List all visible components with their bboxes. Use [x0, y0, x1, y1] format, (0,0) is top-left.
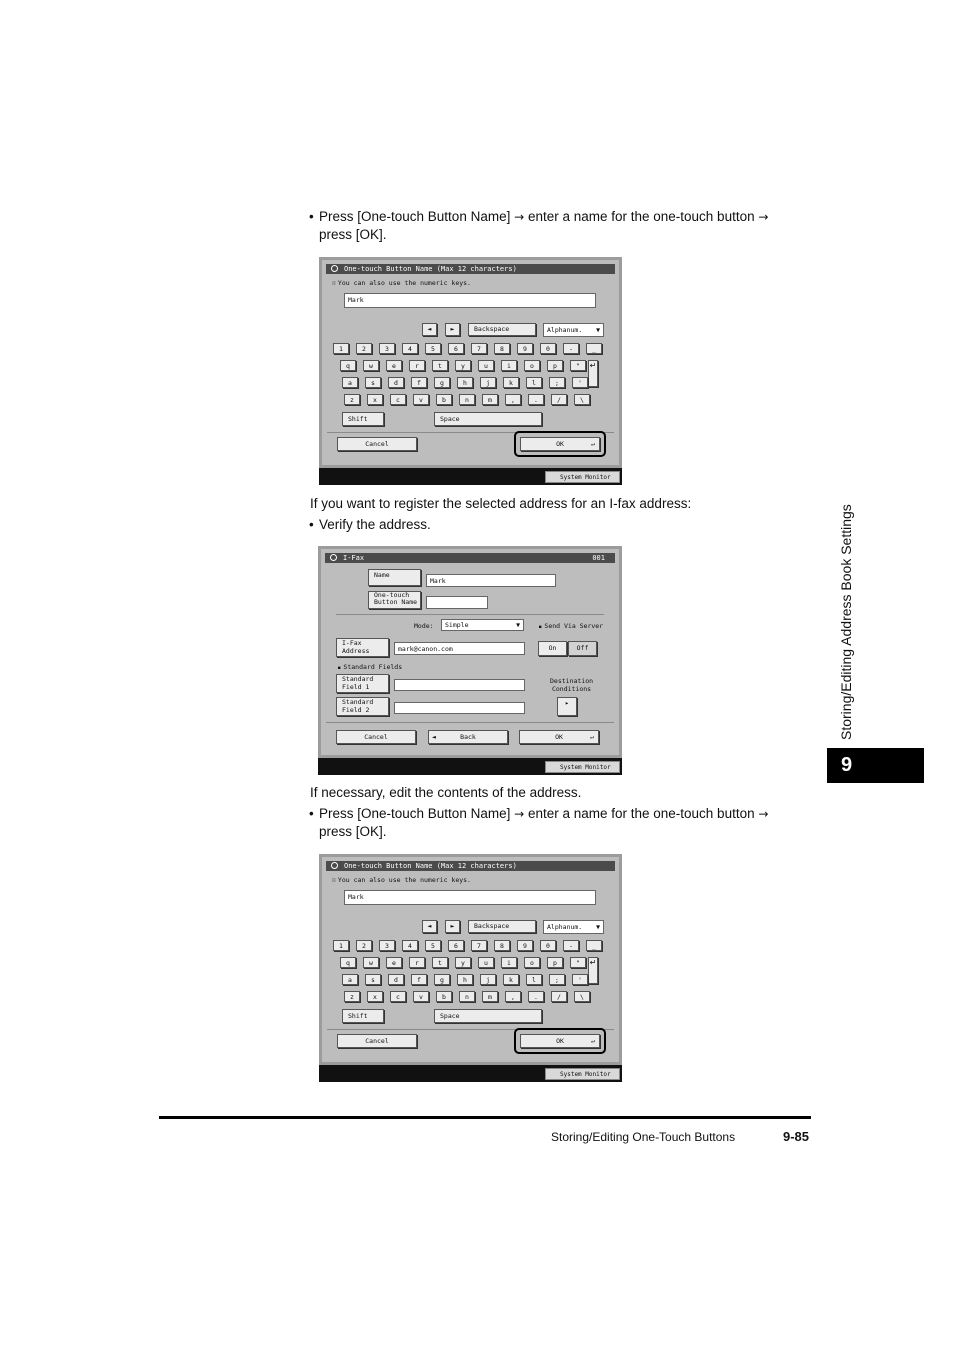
- side-chapter-title-text: Storing/Editing Address Book Settings: [838, 504, 854, 740]
- ifax-number: 001: [592, 554, 605, 562]
- key-2-5[interactable]: h: [457, 974, 473, 985]
- key-0-8[interactable]: 9: [517, 343, 533, 354]
- key-2-10[interactable]: ': [572, 974, 588, 985]
- instruction-2-post: press [OK].: [319, 824, 387, 839]
- key-0-1[interactable]: 2: [356, 940, 372, 951]
- one-touch-label-2: Button Name: [374, 598, 418, 606]
- ifax-panel: [318, 546, 622, 758]
- divider: [326, 722, 614, 723]
- ifax-titlebar: [325, 553, 615, 563]
- key-3-5[interactable]: n: [459, 394, 475, 405]
- key-2-7[interactable]: k: [503, 974, 519, 985]
- chevron-down-icon: ▼: [516, 621, 520, 629]
- instruction-1-pre: Press [One-touch Button Name]: [319, 209, 511, 224]
- key-2-6[interactable]: j: [480, 377, 496, 388]
- key-0-10[interactable]: -: [563, 940, 579, 951]
- key-0-2[interactable]: 3: [379, 343, 395, 354]
- hint-text: [332, 876, 471, 884]
- name-input[interactable]: Mark: [344, 293, 596, 308]
- key-0-10[interactable]: -: [563, 343, 579, 354]
- key-1-8[interactable]: o: [524, 957, 540, 968]
- key-2-8[interactable]: l: [526, 974, 542, 985]
- name-button-label: Name: [374, 571, 390, 579]
- key-2-9[interactable]: ;: [549, 377, 565, 388]
- footer-section: Storing/Editing One-Touch Buttons: [551, 1130, 736, 1144]
- on-button[interactable]: On: [538, 641, 567, 656]
- cancel-button[interactable]: Cancel: [336, 730, 416, 744]
- key-0-9[interactable]: 0: [540, 343, 556, 354]
- backspace-button[interactable]: Backspace: [468, 323, 536, 336]
- key-0-2[interactable]: 3: [379, 940, 395, 951]
- key-0-6[interactable]: 7: [471, 940, 487, 951]
- key-3-7[interactable]: ,: [505, 394, 521, 405]
- ifax-title: I-Fax: [343, 554, 365, 562]
- key-3-1[interactable]: x: [367, 991, 383, 1002]
- key-1-5[interactable]: y: [455, 360, 471, 371]
- field-1-label-2: Field 1: [342, 683, 370, 691]
- paragraph-edit: If necessary, edit the contents of the address.: [310, 785, 582, 800]
- key-0-11[interactable]: _: [586, 940, 602, 951]
- return-key[interactable]: ↵: [588, 360, 598, 387]
- key-1-2[interactable]: e: [386, 360, 402, 371]
- return-key[interactable]: ↵: [588, 957, 598, 984]
- one-touch-name-field[interactable]: [426, 596, 488, 609]
- chevron-down-icon: ▼: [596, 326, 600, 334]
- keypad-icon: ∷: [332, 876, 336, 884]
- key-0-1[interactable]: 2: [356, 343, 372, 354]
- ok-label: OK: [555, 733, 563, 741]
- key-2-1[interactable]: s: [365, 377, 381, 388]
- key-1-9[interactable]: p: [547, 360, 563, 371]
- name-field[interactable]: Mark: [426, 574, 556, 587]
- destination-conditions-button[interactable]: [557, 697, 577, 716]
- return-icon: ↵: [591, 440, 595, 448]
- instruction-2: [319, 805, 768, 823]
- back-button[interactable]: [428, 730, 508, 744]
- ifax-screen: [318, 546, 622, 775]
- key-0-8[interactable]: 9: [517, 940, 533, 951]
- name-button[interactable]: [368, 569, 421, 586]
- key-2-2[interactable]: d: [388, 377, 404, 388]
- key-1-4[interactable]: t: [432, 957, 448, 968]
- ok-label: OK: [556, 440, 564, 448]
- key-0-0[interactable]: 1: [333, 940, 349, 951]
- key-3-4[interactable]: b: [436, 394, 452, 405]
- arrow-icon: →: [758, 807, 769, 821]
- key-3-5[interactable]: n: [459, 991, 475, 1002]
- status-bar: [319, 1065, 622, 1082]
- key-1-1[interactable]: w: [363, 957, 379, 968]
- cancel-button[interactable]: Cancel: [337, 437, 417, 451]
- key-2-3[interactable]: f: [411, 377, 427, 388]
- mode-value: Alphanum.: [547, 923, 583, 931]
- ok-highlight-ring: [514, 431, 606, 457]
- system-monitor-button[interactable]: [545, 1068, 620, 1080]
- space-button[interactable]: Space: [434, 1009, 542, 1023]
- keyboard-title: One-touch Button Name (Max 12 characters): [344, 862, 517, 870]
- system-monitor-label: System Monitor: [560, 474, 611, 481]
- copy-icon: [331, 862, 338, 869]
- copy-icon: [331, 265, 338, 272]
- key-1-4[interactable]: t: [432, 360, 448, 371]
- key-3-0[interactable]: z: [344, 991, 360, 1002]
- standard-fields-label: ■ Standard Fields: [338, 663, 402, 671]
- mode-label: Mode:: [414, 622, 434, 630]
- standard-field-2[interactable]: [394, 702, 525, 714]
- key-0-3[interactable]: 4: [402, 343, 418, 354]
- keyboard-titlebar: [326, 264, 615, 274]
- key-3-6[interactable]: m: [482, 394, 498, 405]
- key-2-7[interactable]: k: [503, 377, 519, 388]
- key-0-0[interactable]: 1: [333, 343, 349, 354]
- one-touch-label-1: One-touch: [374, 591, 410, 599]
- key-2-9[interactable]: ;: [549, 974, 565, 985]
- mode-select[interactable]: [543, 920, 604, 934]
- cancel-button[interactable]: Cancel: [337, 1034, 417, 1048]
- key-0-7[interactable]: 8: [494, 343, 510, 354]
- cursor-right-button[interactable]: ►: [445, 323, 460, 336]
- instruction-2-pre: Press [One-touch Button Name]: [319, 806, 511, 821]
- key-1-9[interactable]: p: [547, 957, 563, 968]
- footer-rule: [159, 1116, 811, 1119]
- ifax-address-label-2: Address: [342, 647, 370, 655]
- divider: [336, 614, 604, 615]
- one-touch-name-button[interactable]: [368, 591, 421, 609]
- key-3-2[interactable]: c: [390, 394, 406, 405]
- mode-select[interactable]: [441, 619, 524, 631]
- ifax-address-field[interactable]: mark@canon.com: [394, 642, 525, 655]
- keyboard-panel: [319, 854, 622, 1065]
- key-1-1[interactable]: w: [363, 360, 379, 371]
- field-2-label-1: Standard: [342, 698, 374, 706]
- page-number: 9-85: [783, 1129, 810, 1144]
- paragraph-ifax: If you want to register the selected address for an I-fax address:: [310, 496, 692, 511]
- key-2-4[interactable]: g: [434, 377, 450, 388]
- system-monitor-button[interactable]: [545, 471, 620, 483]
- cursor-left-button[interactable]: ◄: [422, 920, 437, 933]
- key-1-7[interactable]: i: [501, 360, 517, 371]
- back-label: Back: [460, 733, 476, 741]
- ok-button[interactable]: [519, 730, 599, 744]
- key-2-4[interactable]: g: [434, 974, 450, 985]
- ok-highlight-ring: [514, 1028, 606, 1054]
- key-1-7[interactable]: i: [501, 957, 517, 968]
- key-0-7[interactable]: 8: [494, 940, 510, 951]
- hint-label: You can also use the numeric keys.: [337, 876, 471, 884]
- cursor-left-button[interactable]: ◄: [422, 323, 437, 336]
- keyboard-titlebar: [326, 861, 615, 871]
- status-bar: [319, 468, 622, 485]
- key-2-2[interactable]: d: [388, 974, 404, 985]
- keypad-icon: ∷: [332, 279, 336, 287]
- key-1-6[interactable]: u: [478, 957, 494, 968]
- ifax-address-label-1: I-Fax: [342, 639, 362, 647]
- keyboard-title: One-touch Button Name (Max 12 characters): [344, 265, 517, 273]
- shift-button[interactable]: Shift: [342, 1009, 384, 1023]
- key-0-4[interactable]: 5: [425, 940, 441, 951]
- ok-label: OK: [556, 1037, 564, 1045]
- chapter-tab: 9: [827, 748, 924, 783]
- arrow-icon: →: [514, 210, 525, 224]
- key-3-8[interactable]: .: [528, 991, 544, 1002]
- key-2-6[interactable]: j: [480, 974, 496, 985]
- dest-cond-label-2: Conditions: [551, 685, 592, 693]
- back-arrow-icon: ◄: [432, 733, 436, 741]
- arrow-icon: →: [758, 210, 769, 224]
- destination-conditions-label: [550, 677, 593, 693]
- key-3-10[interactable]: \: [574, 991, 590, 1002]
- key-3-6[interactable]: m: [482, 991, 498, 1002]
- instruction-1-mid: enter a name for the one-touch button: [527, 209, 755, 224]
- arrow-icon: →: [514, 807, 525, 821]
- key-0-3[interactable]: 4: [402, 940, 418, 951]
- key-0-5[interactable]: 6: [448, 343, 464, 354]
- key-2-1[interactable]: s: [365, 974, 381, 985]
- key-3-3[interactable]: v: [413, 394, 429, 405]
- key-2-8[interactable]: l: [526, 377, 542, 388]
- key-2-5[interactable]: h: [457, 377, 473, 388]
- key-1-5[interactable]: y: [455, 957, 471, 968]
- shift-button[interactable]: Shift: [342, 412, 384, 426]
- key-2-3[interactable]: f: [411, 974, 427, 985]
- instruction-2-mid: enter a name for the one-touch button: [527, 806, 755, 821]
- off-button[interactable]: Off: [568, 641, 597, 656]
- key-0-4[interactable]: 5: [425, 343, 441, 354]
- keyboard-screen: [319, 257, 622, 485]
- standard-field-2-button[interactable]: [336, 697, 389, 716]
- key-1-10[interactable]: ": [570, 360, 586, 371]
- key-3-9[interactable]: /: [551, 394, 567, 405]
- mode-value: Simple: [445, 621, 469, 629]
- key-1-8[interactable]: o: [524, 360, 540, 371]
- cursor-right-button[interactable]: ►: [445, 920, 460, 933]
- key-0-11[interactable]: _: [586, 343, 602, 354]
- instruction-1-post: press [OK].: [319, 227, 387, 242]
- standard-field-1[interactable]: [394, 679, 525, 691]
- key-1-2[interactable]: e: [386, 957, 402, 968]
- key-0-9[interactable]: 0: [540, 940, 556, 951]
- ifax-address-button[interactable]: [336, 638, 389, 657]
- key-1-10[interactable]: ": [570, 957, 586, 968]
- key-3-0[interactable]: z: [344, 394, 360, 405]
- key-0-6[interactable]: 7: [471, 343, 487, 354]
- key-1-3[interactable]: r: [409, 957, 425, 968]
- key-2-0[interactable]: a: [342, 974, 358, 985]
- key-3-7[interactable]: ,: [505, 991, 521, 1002]
- copy-icon: [330, 554, 337, 561]
- key-3-2[interactable]: c: [390, 991, 406, 1002]
- send-via-server-label: ■ Send Via Server: [539, 622, 603, 630]
- name-input[interactable]: Mark: [344, 890, 596, 905]
- space-button[interactable]: Space: [434, 412, 542, 426]
- key-1-6[interactable]: u: [478, 360, 494, 371]
- return-icon: ↵: [591, 1037, 595, 1045]
- mode-value: Alphanum.: [547, 326, 583, 334]
- mode-select[interactable]: [543, 323, 604, 337]
- instruction-1: [319, 208, 768, 226]
- hint-text: [332, 279, 471, 287]
- key-3-1[interactable]: x: [367, 394, 383, 405]
- keyboard-screen: [319, 854, 622, 1082]
- key-1-0[interactable]: q: [340, 360, 356, 371]
- key-3-10[interactable]: \: [574, 394, 590, 405]
- keyboard-panel: [319, 257, 622, 468]
- chevron-right-icon: ▸: [565, 699, 569, 707]
- status-bar: [318, 758, 622, 775]
- key-1-0[interactable]: q: [340, 957, 356, 968]
- key-3-8[interactable]: .: [528, 394, 544, 405]
- bullet-verify: • Verify the address.: [319, 516, 431, 534]
- key-0-5[interactable]: 6: [448, 940, 464, 951]
- backspace-button[interactable]: Backspace: [468, 920, 536, 933]
- system-monitor-label: System Monitor: [560, 1071, 611, 1078]
- field-1-label-1: Standard: [342, 675, 374, 683]
- hint-label: You can also use the numeric keys.: [337, 279, 471, 287]
- chevron-down-icon: ▼: [596, 923, 600, 931]
- system-monitor-button[interactable]: [545, 761, 620, 773]
- key-3-9[interactable]: /: [551, 991, 567, 1002]
- key-2-0[interactable]: a: [342, 377, 358, 388]
- key-2-10[interactable]: ': [572, 377, 588, 388]
- return-icon: ↵: [590, 733, 594, 741]
- system-monitor-label: System Monitor: [560, 764, 611, 771]
- key-3-4[interactable]: b: [436, 991, 452, 1002]
- key-1-3[interactable]: r: [409, 360, 425, 371]
- dest-cond-label-1: Destination: [550, 677, 594, 685]
- standard-field-1-button[interactable]: [336, 674, 389, 693]
- key-3-3[interactable]: v: [413, 991, 429, 1002]
- field-2-label-2: Field 2: [342, 706, 370, 714]
